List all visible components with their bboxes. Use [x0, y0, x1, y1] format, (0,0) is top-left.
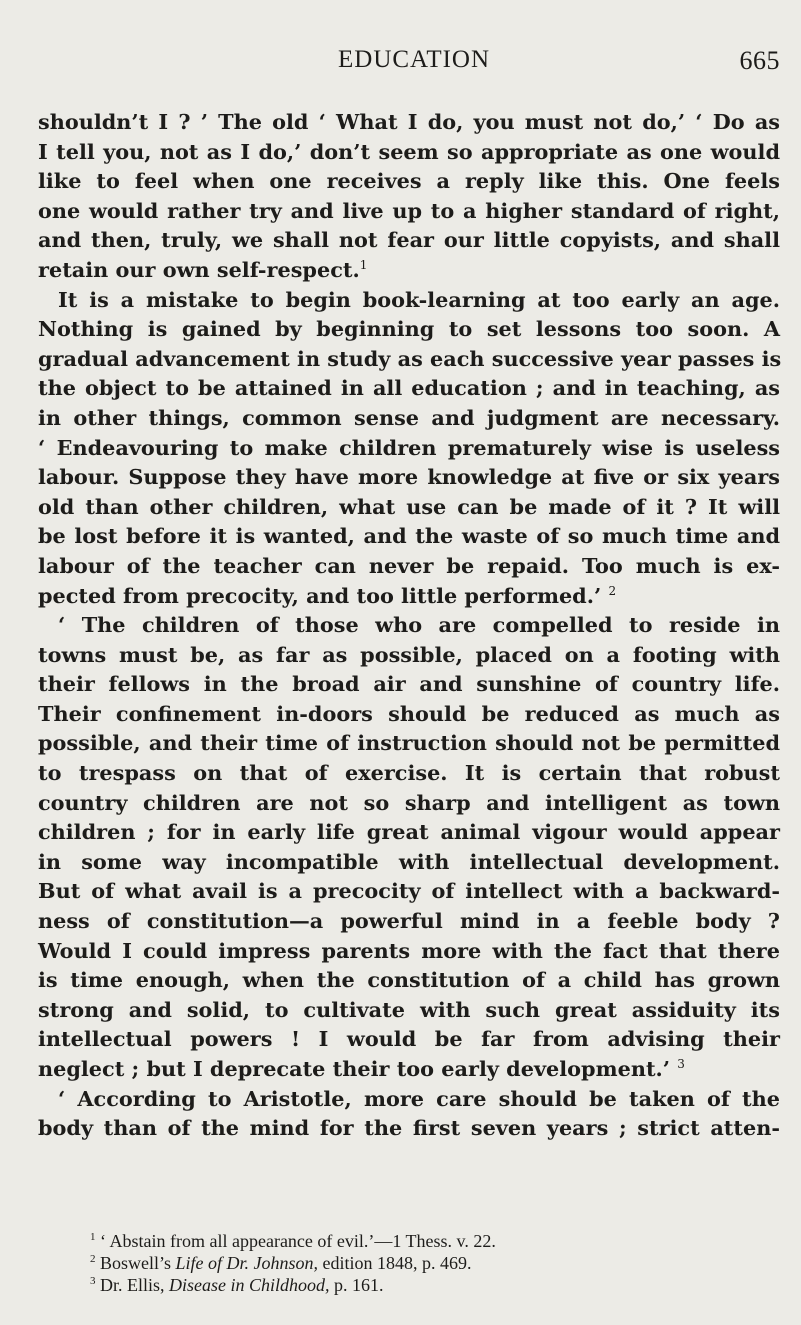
text-line: the object to be attained in all education ; and in teaching, as: [38, 375, 780, 401]
text-line: shouldn’t I ? ’ The old ‘ What I do, you must not do,’ ‘ Do as: [38, 109, 780, 134]
text-line: to trespass on that of exercise. It is certain that robust: [38, 760, 780, 786]
page-number: 665: [739, 46, 780, 75]
text-line: and then, truly, we shall not fear our little copyists, and shall: [38, 227, 780, 253]
footnote-mark: 3: [90, 1275, 96, 1287]
text-line: possible, and their time of instruction should not be permitted: [38, 730, 780, 756]
text-line: Nothing is gained by beginning to set lessons too soon. A: [38, 316, 780, 342]
text-line: labour of the teacher can never be repaid. Too much is ex-: [38, 552, 780, 578]
text-line: body than of the mind for the first seven years ; strict atten-: [38, 1115, 780, 1141]
text-line: gradual advancement in study as each successive year passes is: [38, 345, 782, 371]
text-line: in other things, common sense and judgment are necessary.: [38, 404, 780, 430]
running-head: [38, 46, 780, 82]
text-line: one would rather try and live up to a higher standard of right,: [38, 197, 780, 223]
footnote-1: [38, 1230, 780, 1252]
text-line: children ; for in early life great animal vigour would appear: [38, 819, 780, 845]
footnotes: [38, 1230, 780, 1296]
text-line: old than other children, what use can be made of it ? It will: [38, 493, 780, 519]
footnote-mark: 1: [90, 1231, 96, 1243]
footnote-text: Dr. Ellis,: [100, 1275, 170, 1295]
text-line: labour. Suppose they have more knowledge at five or six years: [38, 464, 780, 490]
footnote-2: [38, 1252, 780, 1274]
text-line: [38, 1054, 780, 1084]
text-line: ness of constitution—a powerful mind in a feeble body ?: [38, 908, 780, 934]
text-line: ‘ Endeavouring to make children prematurely wise is useless: [38, 434, 780, 460]
text-line: be lost before it is wanted, and the waste of so much time and: [38, 523, 780, 549]
text-line-content: pected from precocity, and too little performed.’: [38, 582, 602, 608]
text-line: like to feel when one receives a reply like this. One feels: [38, 168, 780, 194]
footnote-book-title: Life of Dr. Johnson,: [175, 1253, 319, 1273]
footnote-text: ‘ Abstain from all appearance of evil.’—1 Thess. v. 22.: [100, 1231, 496, 1251]
text-line: in some way incompatible with intellectual development.: [38, 848, 780, 874]
text-line: their fellows in the broad air and sunshine of country life.: [38, 671, 780, 697]
text-line: intellectual powers ! I would be far from advising their: [38, 1026, 780, 1052]
footnote-mark: 2: [90, 1253, 96, 1265]
text-line: [38, 581, 780, 611]
text-line: [38, 255, 780, 285]
footnote-text: Boswell’s: [100, 1253, 176, 1273]
text-line: Would I could impress parents more with the fact that there: [38, 937, 780, 963]
text-line: towns must be, as far as possible, placed on a footing with: [38, 641, 780, 667]
footnote-book-title: Disease in Childhood,: [169, 1275, 330, 1295]
text-line: ‘ According to Aristotle, more care should be taken of the: [58, 1085, 780, 1111]
text-line: But of what avail is a precocity of intellect with a backward-: [38, 878, 780, 904]
footnote-ref-2: 2: [608, 583, 617, 598]
text-line-content: neglect ; but I deprecate their too early development.’: [38, 1056, 671, 1081]
text-line: is time enough, when the constitution of a child has grown: [38, 967, 780, 993]
text-line-content: retain our own self-respect.: [38, 256, 360, 282]
text-line: strong and solid, to cultivate with such great assiduity its: [38, 996, 780, 1022]
footnote-text: p. 161.: [329, 1275, 384, 1295]
text-line: Their confinement in-doors should be reduced as much as: [38, 700, 780, 726]
footnote-ref-1: 1: [359, 258, 368, 273]
text-line: I tell you, not as I do,’ don’t seem so appropriate as one would: [38, 138, 780, 164]
footnote-ref-3: 3: [677, 1057, 685, 1072]
footnote-3: [38, 1274, 780, 1296]
text-line: country children are not so sharp and intelligent as town: [38, 789, 780, 815]
footnote-text: edition 1848, p. 469.: [318, 1253, 472, 1273]
text-line: It is a mistake to begin book-learning at too early an age.: [58, 286, 780, 312]
body-text: [38, 107, 780, 1143]
running-title: EDUCATION: [338, 46, 491, 73]
text-line: ‘ The children of those who are compelled to reside in: [58, 612, 780, 638]
